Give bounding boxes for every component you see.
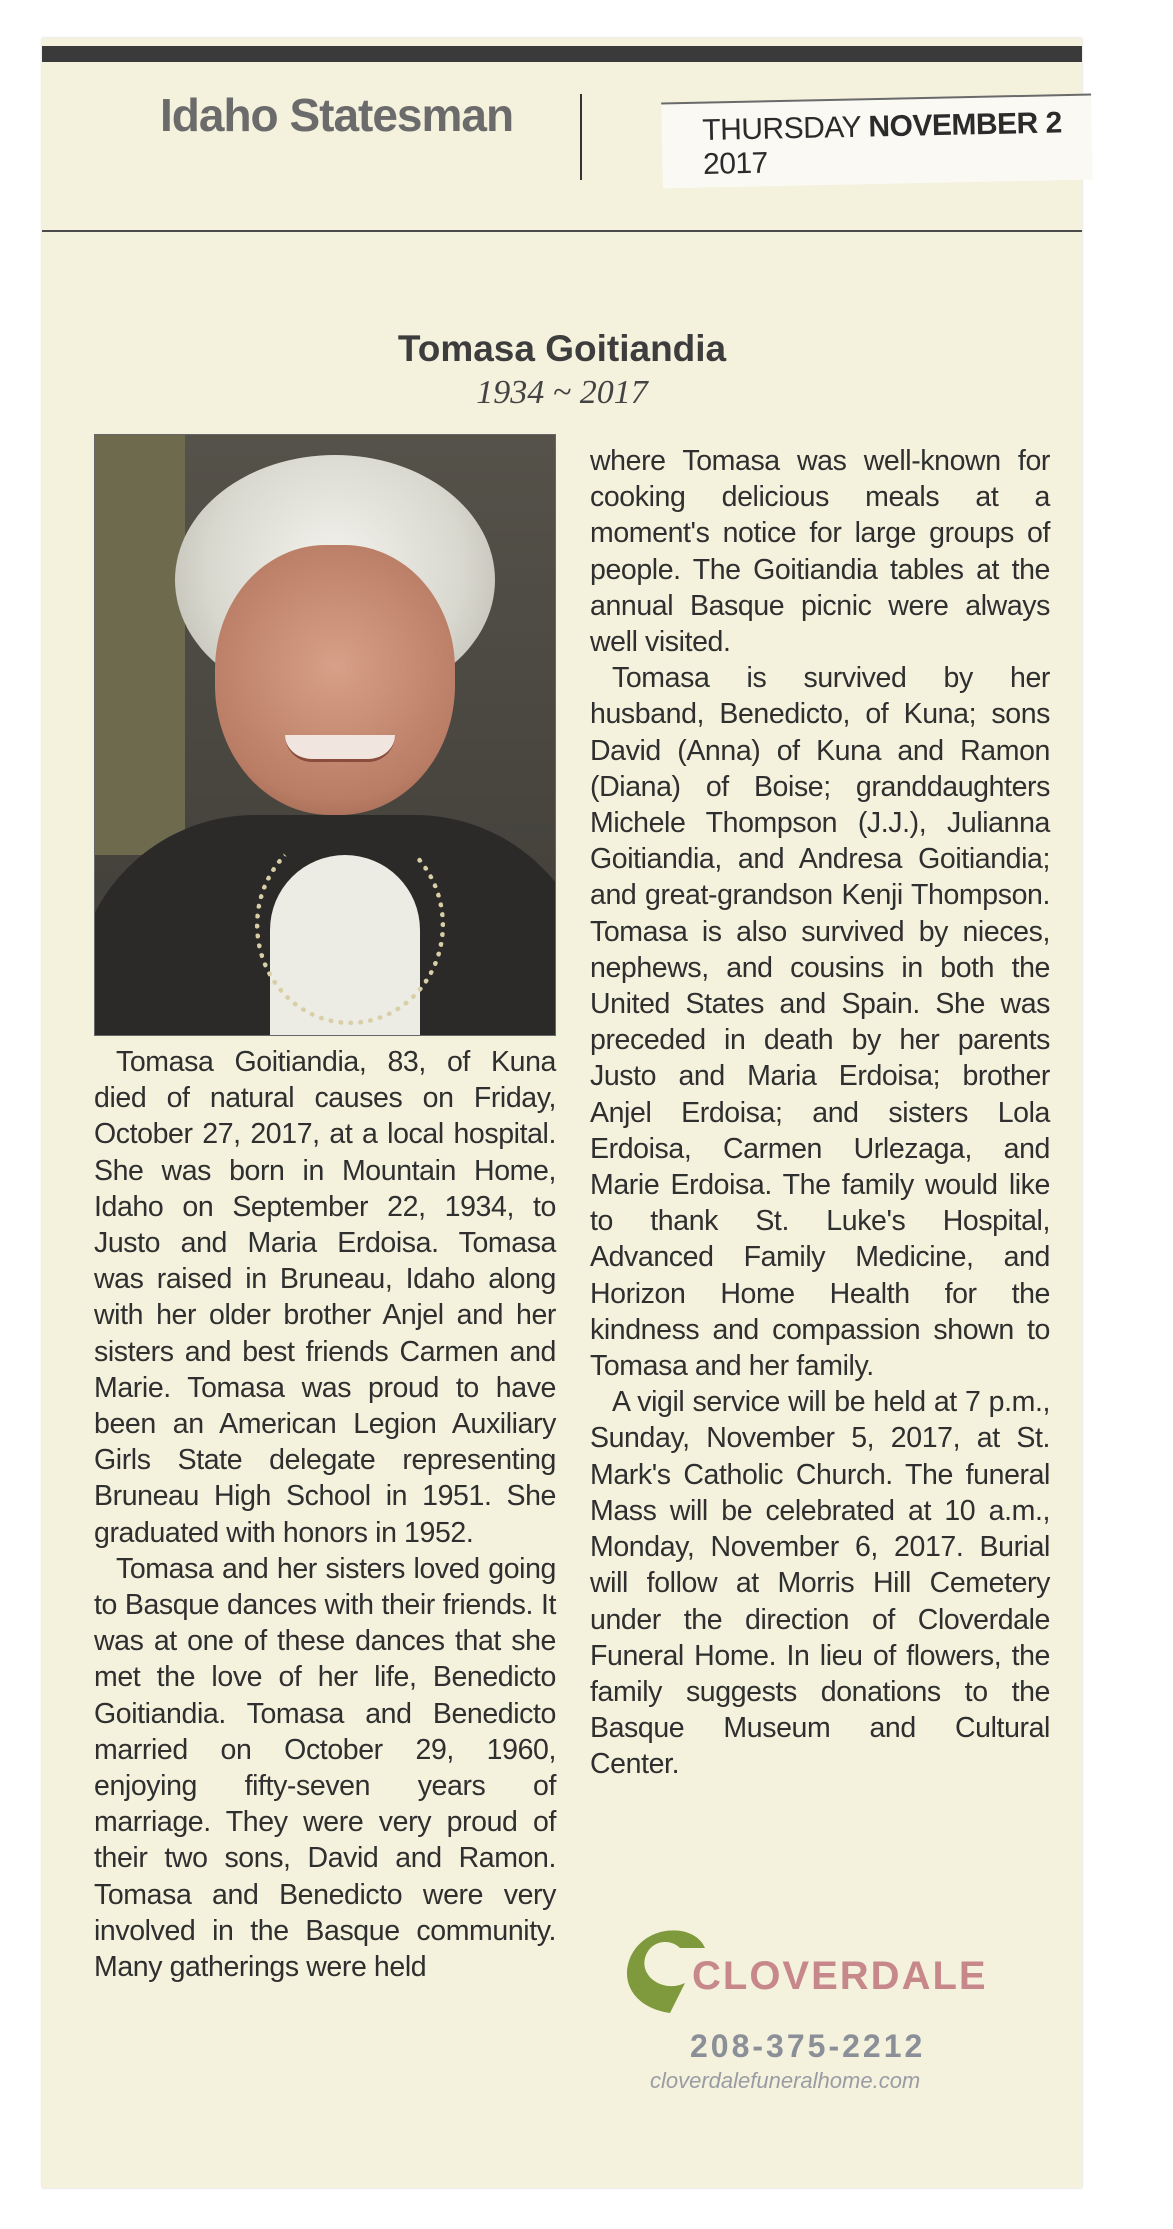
- funeral-home-phone: 208-375-2212: [690, 2028, 926, 2064]
- funeral-home-name: CLOVERDALE: [692, 1954, 988, 1998]
- paragraph: A vigil service will be held at 7 p.m., Sunday, November 5, 2017, at St. Mark's Catholic Church. The funeral Mass will be celebrated at 10 a.m., Monday, November 6, 2017. Burial will follow at Morris Hill Cemetery under the direction of Cloverdale Funeral Home. In lieu of flowers, the family suggests donations to the Basque Museum and Cultural Center.: [590, 1386, 1050, 1781]
- obituary-years: 1934 ~ 2017: [476, 374, 648, 411]
- top-rule: [42, 46, 1082, 62]
- issue-date: [702, 106, 1083, 182]
- issue-year: 2017: [702, 146, 769, 181]
- obituary-column-right: [590, 443, 1050, 1783]
- funeral-home-website: cloverdalefuneralhome.com: [650, 2068, 921, 2093]
- portrait-photo: [94, 434, 556, 1036]
- obituary-column-left: [94, 1044, 556, 1985]
- obituary-name: Tomasa Goitiandia: [397, 328, 727, 369]
- newspaper-name: Idaho Statesman: [160, 89, 514, 141]
- header-divider: [580, 94, 582, 180]
- paragraph: where Tomasa was well-known for cooking delicious meals at a moment's notice for large groups of people. The Goitiandia tables at the annual Basque picnic were always well visited.: [590, 445, 1050, 659]
- newspaper-clipping: [42, 38, 1082, 2188]
- paragraph: Tomasa Goitiandia, 83, of Kuna died of natural causes on Friday, October 27, 2017, at a local hospital. She was born in Mountain Home, Idaho on September 22, 1934, to Justo and Maria Erdoisa. Tomasa was raised in Bruneau, Idaho along with her older brother Anjel and her sisters and best friends Carmen and Marie. Tomasa was proud to have been an American Legion Auxiliary Girls State delegate representing Bruneau High School in 1951. She graduated with honors in 1952.: [94, 1046, 556, 1549]
- paragraph: Tomasa is survived by her husband, Benedicto, of Kuna; sons David (Anna) of Kuna and Ramon (Diana) of Boise; granddaughters Michele Thompson (J.J.), Julianna Goitiandia, and Andresa Goitiandia; and great-grandson Kenji Thompson. Tomasa is also survived by nieces, nephews, and cousins in both the United States and Spain. She was preceded in death by her parents Justo and Maria Erdoisa; brother Anjel Erdoisa; and sisters Lola Erdoisa, Carmen Urlezaga, and Marie Erdoisa. The family would like to thank St. Luke's Hospital, Advanced Family Medicine, and Horizon Home Health for the kindness and compassion shown to Tomasa and her family.: [590, 662, 1050, 1383]
- header-rule: [42, 230, 1082, 232]
- funeral-home-ad: [610, 1918, 1060, 2128]
- issue-month-day: NOVEMBER 2: [868, 106, 1063, 144]
- paragraph: Tomasa and her sisters loved going to Basque dances with their friends. It was at one of these dances that she met the love of her life, Benedicto Goitiandia. Tomasa and Benedicto married on October 29, 1960, enjoying fifty-seven years of marriage. They were very proud of their two sons, David and Ramon. Tomasa and Benedicto were very involved in the Basque community. Many gatherings were held: [94, 1552, 556, 1984]
- issue-day: THURSDAY: [702, 110, 861, 147]
